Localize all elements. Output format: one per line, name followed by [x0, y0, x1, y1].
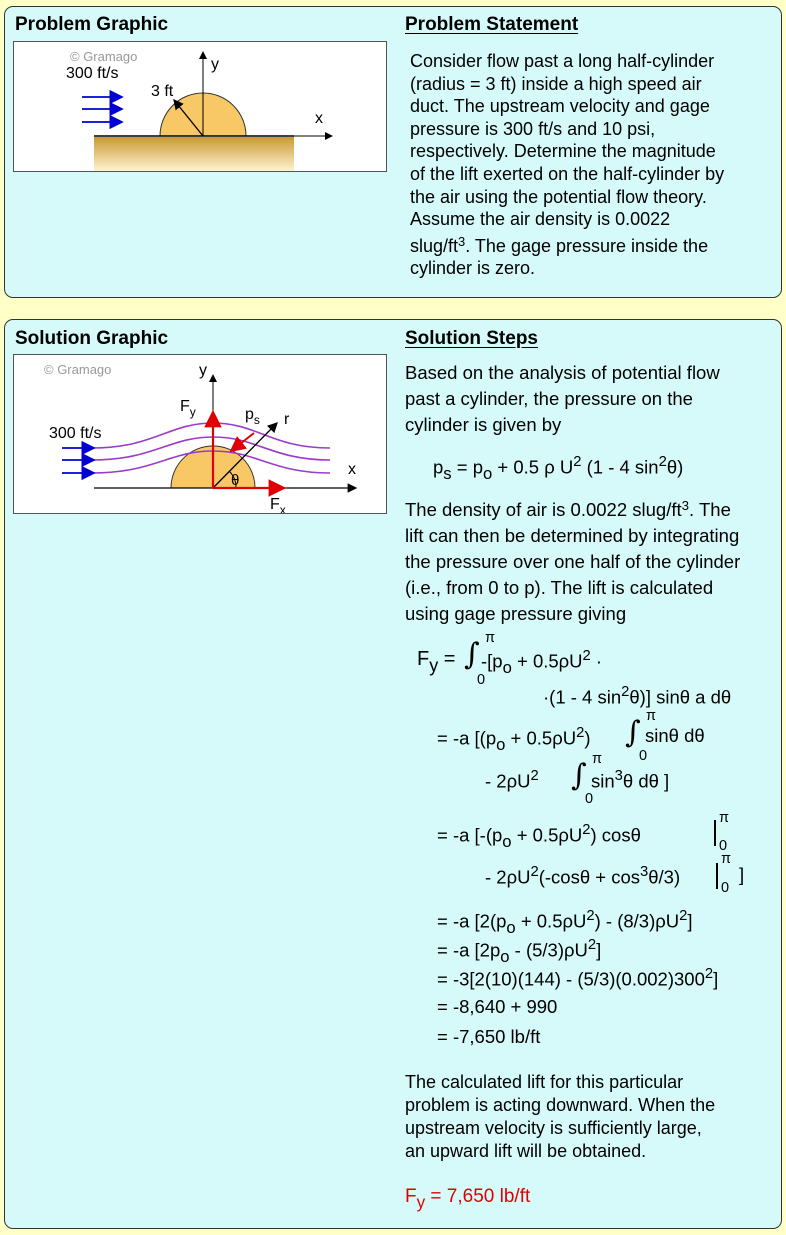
fx-label: $F_x$ — [270, 496, 286, 515]
solution-intro — [405, 360, 720, 438]
eval-lower-limit: 0 — [721, 880, 730, 896]
streamline — [92, 423, 330, 448]
eval-lower-limit: 0 — [719, 838, 728, 854]
ps-arrow — [231, 433, 254, 451]
copyright-text: © Gramago — [44, 362, 112, 377]
lift-line: The density of air is 0.0022 slug/$ft^3$. The — [405, 498, 731, 520]
statement-line: cylinder is zero. — [410, 258, 536, 279]
problem-panel — [4, 6, 782, 298]
derivation-line-3: = -a [$(po + 0.5\rho U^2)$ — [437, 725, 591, 755]
integral-lower-limit: 0 — [585, 791, 594, 807]
derivation-line-1: $-[po + 0.5\rho U^2$ · — [481, 648, 603, 678]
theta-label: θ — [231, 472, 240, 489]
solution-graphic — [13, 354, 387, 514]
intro-line: Based on the analysis of potential flow — [405, 362, 720, 383]
r-label: r — [284, 411, 290, 428]
solution-graphic-heading: Solution Graphic — [15, 328, 169, 349]
statement-line: Consider flow past a long half-cylinder — [410, 51, 715, 71]
solution-panel — [4, 319, 782, 1229]
derivation-line-9: = $-3[2(10)(144) - (5/3)(0.002)300^2]$ — [437, 966, 719, 990]
intro-line: past a cylinder, the pressure on the — [405, 388, 693, 409]
derivation-line-5: = -a [$-(po + 0.5\rho U^2)$ cosθ — [437, 822, 641, 852]
integral-sign: ∫ — [625, 715, 641, 750]
conclusion-line: an upward lift will be obtained. — [405, 1141, 647, 1161]
velocity-label: 300 ft/s — [49, 425, 102, 442]
derivation-line-4: - $2\rho U^2$ — [485, 768, 539, 792]
x-axis-label: x — [315, 110, 323, 127]
integral-lower-limit: 0 — [477, 672, 486, 688]
statement-line: Assume the air density is 0.0022 — [410, 209, 671, 230]
derivation-line-4-integrand: $\sin^3\theta$ dθ ] — [591, 768, 670, 792]
integral-upper-limit: π — [646, 708, 657, 724]
problem-graphic-heading: Problem Graphic — [15, 14, 169, 35]
evaluation-bar — [714, 820, 716, 846]
velocity-label: 300 ft/s — [66, 65, 119, 82]
conclusion — [405, 1071, 715, 1163]
statement-line: slug/$ft^3$. The gage pressure inside the — [410, 233, 709, 256]
solution-diagram — [14, 355, 387, 514]
evaluation-bar — [716, 863, 718, 889]
fy-symbol: Fy = — [417, 648, 456, 676]
statement-line: duct. The upstream velocity and gage — [410, 96, 710, 117]
integral-sign: ∫ — [571, 758, 587, 793]
statement-line: (radius = 3 ft) inside a high speed air — [410, 73, 702, 94]
derivation-line-11: = -7,650 lb/ft — [437, 1026, 541, 1047]
derivation-line-8: = -a $[2po - (5/3)\rho U^2]$ — [437, 937, 602, 967]
lift-line: the pressure over one half of the cylinder — [405, 550, 741, 572]
problem-diagram — [14, 42, 387, 172]
statement-line: pressure is 300 ft/s and 10 psi, — [410, 118, 656, 139]
eval-upper-limit: π — [721, 851, 732, 867]
x-axis-label: x — [348, 461, 356, 478]
integral-lower-limit: 0 — [639, 748, 648, 764]
lift-line: lift can then be determined by integrating — [405, 524, 740, 546]
copyright-text: © Gramago — [70, 49, 138, 64]
solution-steps-heading: Solution Steps — [405, 328, 538, 349]
lift-line: using gage pressure giving — [405, 602, 627, 624]
statement-line: respectively. Determine the magnitude — [410, 141, 716, 162]
derivation-line-6-end: ] — [739, 864, 745, 885]
eval-upper-limit: π — [719, 810, 730, 826]
problem-graphic — [13, 41, 387, 172]
integral-upper-limit: π — [592, 751, 603, 767]
derivation-line-10: = -8,640 + 990 — [437, 996, 558, 1017]
statement-line: the air using the potential flow theory. — [410, 186, 707, 207]
derivation-line-6: - $2\rho U^2$(-cosθ + $\cos^3\theta/3$) — [485, 864, 681, 888]
fy-label: $F_y$ — [180, 398, 196, 419]
y-axis-label: y — [199, 362, 207, 379]
y-axis-label: y — [211, 56, 219, 73]
problem-statement-heading: Problem Statement — [405, 14, 579, 35]
final-answer: Fy = 7,650 lb/ft — [405, 1186, 531, 1212]
derivation-line-3-integrand: sinθ dθ — [645, 725, 705, 746]
ground-hatch — [94, 137, 294, 171]
intro-line: cylinder is given by — [405, 414, 562, 435]
problem-statement — [410, 50, 724, 280]
derivation-line-2: ·(1 - 4 $\sin^2\theta$)] sinθ a dθ — [543, 684, 732, 708]
ps-label: $p_s$ — [245, 406, 260, 427]
integral-upper-limit: π — [485, 630, 496, 646]
conclusion-line: problem is acting downward. When the — [405, 1095, 716, 1115]
conclusion-line: upstream velocity is sufficiently large, — [405, 1118, 702, 1138]
conclusion-line: The calculated lift for this particular — [405, 1072, 684, 1092]
lift-line: (i.e., from 0 to p). The lift is calculated — [405, 576, 714, 598]
lift-description — [405, 493, 740, 627]
radius-label: 3 ft — [151, 83, 174, 100]
derivation-line-7: = -a $[2(po + 0.5\rho U^2) - (8/3)\rho U^2]$ — [437, 908, 693, 938]
integral-sign: ∫ — [464, 637, 480, 672]
pressure-equation: ps = po + 0.5 ρ $U^2$ (1 - 4 $\sin^2\theta$) — [433, 454, 684, 484]
statement-line: of the lift exerted on the half-cylinder by — [410, 163, 725, 184]
